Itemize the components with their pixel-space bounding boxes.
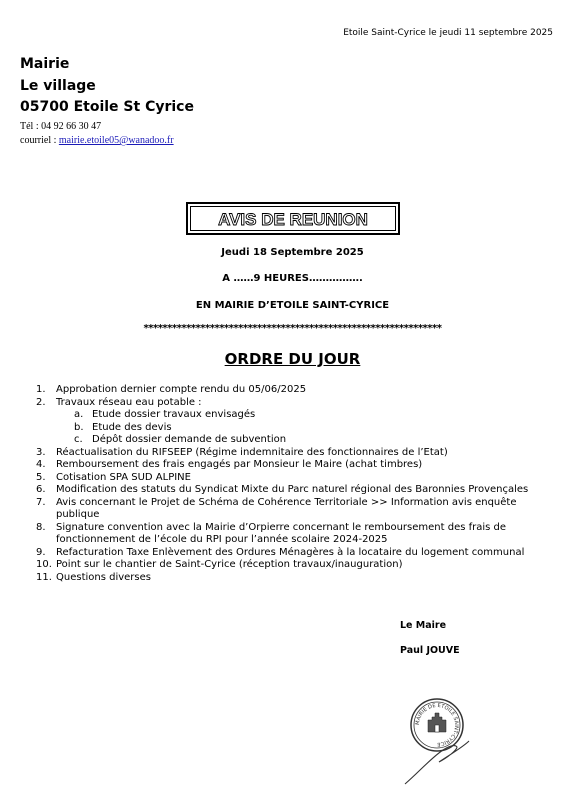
agenda-item: 11. Questions diverses [36, 571, 151, 583]
agenda-item: 3. Réactualisation du RIFSEEP (Régime indemnitaire des fonctionnaires de l’Etat) [36, 446, 448, 458]
contact-block [20, 120, 174, 148]
agenda-item: 10. Point sur le chantier de Saint-Cyrice (réception travaux/inauguration) [36, 559, 403, 570]
seal-emblem [428, 713, 446, 732]
email-link[interactable]: mairie.etoile05@wanadoo.fr [58, 135, 174, 146]
phone-label: Tél : [20, 121, 39, 132]
sender-city: 05700 Etoile St Cyrice [20, 99, 194, 115]
notice-title-box [186, 202, 400, 235]
agenda-item: 7. Avis concernant le Projet de Schéma de Cohérence Territoriale >> Information avis enquête publique [36, 496, 517, 520]
agenda-item: 1. Approbation dernier compte rendu du 05/06/2025 [36, 384, 307, 395]
letter-date: Etoile Saint-Cyrice le jeudi 11 septembre 2025 [343, 28, 553, 38]
agenda-item: 8. Signature convention avec la Mairie d’Orpierre concernant le remboursement des frais de fonctionnement de l’école du RPI pour l’année scolaire 2024-2025 [36, 521, 507, 545]
agenda-subitem: b. Etude des devis [74, 421, 172, 433]
agenda-title: ORDRE DU JOUR [224, 350, 361, 368]
signatory-name: Paul JOUVE [400, 645, 460, 656]
agenda-item: 2. Travaux réseau eau potable : [36, 396, 202, 408]
meeting-time: A ……9 HEURES……………. [222, 273, 363, 284]
asterisk-separator: *************************************************************** [143, 323, 442, 334]
agenda-item: 4. Remboursement des frais engagés par Monsieur le Maire (achat timbres) [36, 459, 423, 470]
handwritten-signature [405, 741, 469, 784]
agenda-subitem: c. Dépôt dossier demande de subvention [74, 434, 287, 445]
agenda-item: 5. Cotisation SPA SUD ALPINE [36, 471, 191, 483]
phone-line [20, 120, 174, 134]
mayor-seal-and-signature [397, 692, 477, 787]
seal-text: MAIRIE DE ETOILE SAINT-CYRICE [414, 702, 460, 748]
signatory-role: Le Maire [400, 620, 447, 631]
meeting-date: Jeudi 18 Septembre 2025 [221, 247, 364, 258]
agenda-list [36, 384, 556, 584]
sender-name: Mairie [20, 56, 70, 72]
agenda-item: 6. Modification des statuts du Syndicat Mixte du Parc naturel régional des Baronnies Provençales [36, 484, 529, 495]
agenda-item: 9. Refacturation Taxe Enlèvement des Ordures Ménagères à la locataire du logement communal [36, 546, 525, 558]
sender-street: Le village [20, 77, 96, 94]
email-line [20, 134, 174, 148]
notice-title: AVIS DE REUNION [218, 210, 368, 229]
sender-address-block [20, 54, 194, 119]
agenda-subitem: a. Etude dossier travaux envisagés [74, 409, 256, 420]
meeting-place: EN MAIRIE D’ETOILE SAINT-CYRICE [195, 300, 390, 311]
email-label: courriel : [20, 135, 57, 146]
phone-number: 04 92 66 30 47 [41, 121, 102, 132]
